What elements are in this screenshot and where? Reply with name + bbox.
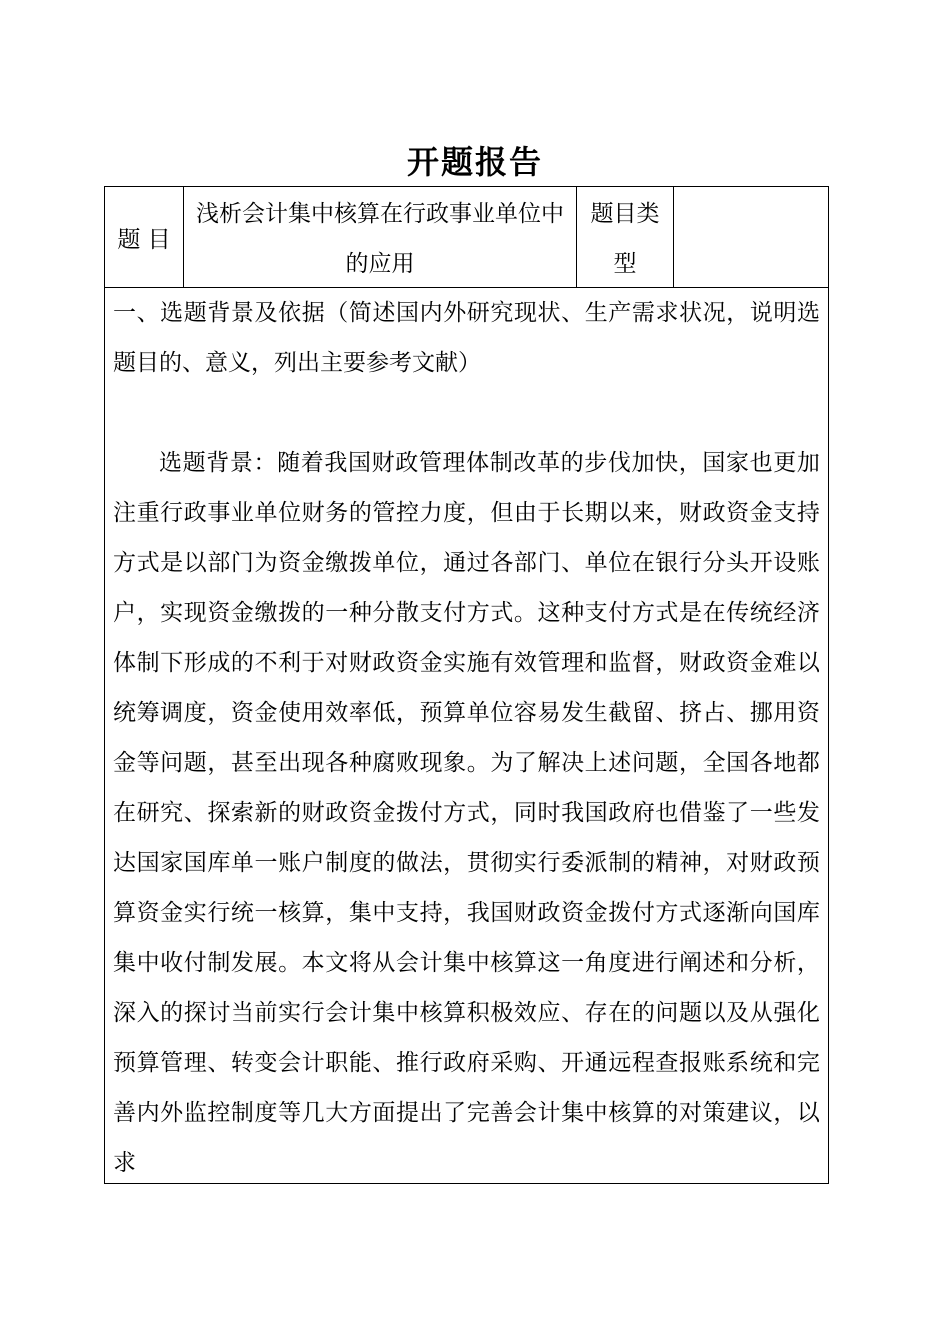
topic-type-value: [674, 187, 828, 287]
page-title: 开题报告: [406, 143, 543, 181]
topic-label: 题 目: [105, 187, 184, 287]
report-table: [104, 186, 829, 1184]
section-heading: 一、选题背景及依据（简述国内外研究现状、生产需求状况，说明选题目的、意义，列出主要参考文献）: [113, 300, 820, 376]
section-paragraph: 选题背景：随着我国财政管理体制改革的步伐加快，国家也更加注重行政事业单位财务的管控力度，但由于长期以来，财政资金支持方式是以部门为资金缴拨单位，通过各部门、单位在银行分头开设账户，实现资金缴拨的一种分散支付方式。这种支付方式是在传统经济体制下形成的不利于对财政资金实施有效管理和监督，财政资金难以统筹调度，资金使用效率低，预算单位容易发生截留、挤占、挪用资金等问题，甚至出现各种腐败现象。为了解决上述问题，全国各地都在研究、探索新的财政资金拨付方式，同时我国政府也借鉴了一些发达国家国库单一账户制度的做法，贯彻实行委派制的精神，对财政预算资金实行统一核算，集中支持，我国财政资金拨付方式逐渐向国库集中收付制发展。本文将从会计集中核算这一角度进行阐述和分析，深入的探讨当前实行会计集中核算积极效应、存在的问题以及从强化预算管理、转变会计职能、推行政府采购、开通远程查报账系统和完善内外监控制度等几大方面提出了完善会计集中核算的对策建议，以求: [113, 450, 820, 1176]
section-body-area: [105, 288, 828, 1188]
topic-value: 浅析会计集中核算在行政事业单位中的应用: [184, 187, 577, 287]
topic-type-label: 题目类型: [577, 187, 674, 287]
header-row: [105, 187, 828, 288]
